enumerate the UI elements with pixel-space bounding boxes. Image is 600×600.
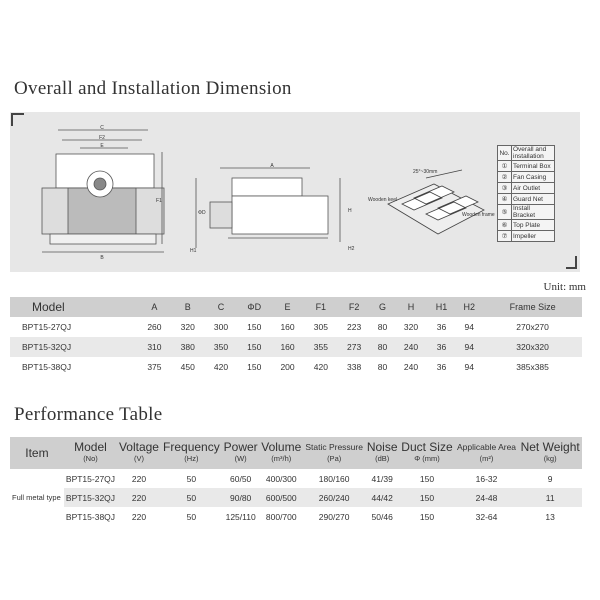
perf-cell: 44/42 (365, 488, 399, 507)
perf-header-cell (365, 437, 399, 469)
dim-cell: 300 (213, 322, 229, 332)
legend-label: Fan Casing (512, 172, 555, 183)
perf-header-cell (399, 437, 455, 469)
dim-cell: 240 (394, 337, 427, 357)
perf-table-row (10, 488, 582, 507)
perf-header-cell (455, 437, 519, 469)
perf-header-cell (518, 437, 582, 469)
perf-cell: 800/700 (265, 511, 297, 522)
perf-header-cell (161, 437, 222, 469)
dim-cell: BPT15-27QJ (22, 322, 72, 332)
perf-header-main: Volume (261, 440, 302, 454)
dimension-drawing (10, 112, 580, 272)
perf-header-unit: (m³/h) (271, 454, 292, 463)
perf-cell: 220 (117, 488, 161, 507)
perf-header-cell (64, 437, 117, 469)
perf-cell: 220 (131, 473, 147, 484)
perf-cell: 600/500 (259, 488, 303, 507)
dim-header-cell: F1 (304, 297, 337, 317)
dim-h1-label: H1 (190, 248, 197, 254)
perf-cell: 60/50 (230, 473, 252, 484)
legend-header-no: No. (498, 146, 512, 161)
dim-cell: 200 (280, 362, 295, 372)
perf-cell: 260/240 (303, 488, 365, 507)
dim-cell: 223 (347, 322, 362, 332)
perf-cell: 50 (186, 511, 197, 522)
dimension-table (10, 297, 582, 377)
dim-cell: 150 (247, 322, 262, 332)
dim-cell: 450 (180, 362, 195, 372)
legend-label: Impeller (512, 231, 555, 242)
perf-cell: 180/160 (318, 473, 350, 484)
dim-cell: 310 (138, 337, 171, 357)
perf-cell: 50 (161, 488, 222, 507)
dim-table-row (10, 357, 582, 377)
dim-cell: 150 (238, 337, 271, 357)
perf-table-row (10, 507, 582, 526)
dim-header-cell: H1 (428, 297, 456, 317)
legend-label: Guard Net (512, 194, 555, 205)
legend-label: Top Plate (512, 220, 555, 231)
perf-header-main: Net Weight (520, 440, 580, 454)
dim-h2-label: H2 (348, 246, 355, 252)
perf-cell: 32-64 (475, 511, 498, 522)
dimension-diagram (10, 112, 580, 272)
dim-table-row (10, 317, 582, 337)
dim-cell: 36 (436, 362, 447, 372)
perf-header-main: Applicable Area (456, 442, 517, 452)
legend-row (498, 231, 555, 242)
perf-header-unit: (W) (234, 454, 247, 463)
perf-cell: BPT15-38QJ (65, 511, 116, 522)
perf-cell: 150 (419, 473, 435, 484)
perf-header-unit: (dB) (375, 454, 390, 463)
dim-cell: 385x385 (516, 362, 549, 372)
legend-row (498, 205, 555, 220)
dim-cell: 80 (371, 337, 395, 357)
dim-cell: 160 (271, 337, 304, 357)
dim-header-cell: B (171, 297, 204, 317)
legend-row (498, 194, 555, 205)
perf-header-unit: Φ (mm) (414, 454, 440, 463)
legend-row (498, 183, 555, 194)
dim-header-cell: H (394, 297, 427, 317)
dim-header-cell: Frame Size (483, 297, 582, 317)
dim-header-cell: G (371, 297, 395, 317)
perf-cell: 220 (131, 511, 147, 522)
perf-cell: 9 (547, 473, 553, 484)
legend-label: Terminal Box (512, 161, 555, 172)
parts-legend (497, 145, 555, 242)
dim-cell: 36 (436, 322, 447, 332)
perf-header-unit: (No) (83, 454, 98, 463)
perf-type-cell: Full metal type (10, 469, 64, 526)
perf-header-main: Model (74, 440, 107, 454)
perf-cell: 90/80 (222, 488, 259, 507)
dim-a-label: A (270, 163, 274, 169)
perf-cell: 125/110 (225, 511, 256, 522)
dim-f2-label: F2 (99, 135, 105, 141)
perf-header-cell (259, 437, 303, 469)
legend-header-label: Overall and installation (512, 146, 555, 161)
perf-cell: 50 (186, 473, 197, 484)
section-title-performance: Performance Table (14, 404, 163, 425)
dim-cell: 338 (347, 362, 362, 372)
dim-h-label: H (348, 208, 352, 214)
dim-f1-label: F1 (156, 198, 162, 204)
dim-cell: 160 (280, 322, 295, 332)
perf-header-unit: (Hz) (184, 454, 199, 463)
perf-header-cell (10, 437, 64, 469)
dim-header-cell: ΦD (238, 297, 271, 317)
perf-header-unit: (kg) (543, 454, 557, 463)
dim-cell: 355 (304, 337, 337, 357)
dim-cell: 420 (213, 362, 229, 372)
perf-header-main: Duct Size (401, 440, 453, 454)
legend-no: ① (498, 161, 512, 172)
perf-cell: 13 (545, 511, 555, 522)
legend-no: ② (498, 172, 512, 183)
dim-header-cell: H2 (455, 297, 483, 317)
dim-header-cell: F2 (337, 297, 370, 317)
dim-b-label: B (100, 255, 104, 261)
perf-cell: 50/46 (371, 511, 393, 522)
perf-cell: BPT15-32QJ (64, 488, 117, 507)
dim-cell: 420 (313, 362, 328, 372)
dim-d-label: ΦD (198, 210, 206, 216)
dim-cell: 305 (313, 322, 328, 332)
legend-row (498, 161, 555, 172)
dim-header-cell: E (271, 297, 304, 317)
dim-cell: 375 (147, 362, 162, 372)
perf-header-unit: (V) (133, 454, 144, 463)
legend-no: ⑦ (498, 231, 512, 242)
wooden-frame-label: Wooden frame (462, 212, 495, 218)
dim-cell: 94 (464, 322, 475, 332)
performance-table (10, 437, 582, 526)
dim-cell: BPT15-32QJ (10, 337, 138, 357)
dim-cell: 260 (147, 322, 162, 332)
legend-label: Install Bracket (512, 205, 555, 220)
perf-cell: 150 (419, 511, 435, 522)
perf-cell: 24-48 (455, 488, 519, 507)
perf-cell: 11 (518, 488, 582, 507)
perf-header-cell (303, 437, 365, 469)
dim-e-label: E (100, 143, 104, 149)
perf-header-main: Power (223, 440, 258, 454)
dim-cell: 94 (455, 337, 483, 357)
perf-cell: 290/270 (318, 511, 350, 522)
legend-label: Air Outlet (512, 183, 555, 194)
legend-no: ③ (498, 183, 512, 194)
dim-cell: 270x270 (516, 322, 549, 332)
dim-c-label: C (100, 125, 104, 131)
legend-no: ⑤ (498, 205, 512, 220)
perf-header-main: Voltage (118, 440, 159, 454)
legend-no: ⑥ (498, 220, 512, 231)
perf-cell: 400/300 (265, 473, 297, 484)
section-title-dimension: Overall and Installation Dimension (14, 78, 292, 99)
perf-header-main: Frequency (163, 440, 220, 454)
side-view (196, 168, 340, 248)
dim-cell: 94 (464, 362, 475, 372)
perf-header-cell (117, 437, 161, 469)
wooden-keel-label: Wooden keel (368, 197, 398, 203)
dim-cell: 320 (180, 322, 195, 332)
dim-cell: 380 (171, 337, 204, 357)
perf-header-unit: (m²) (479, 454, 494, 463)
dim-header-cell: Model (10, 297, 138, 317)
perf-header-cell (222, 437, 259, 469)
perf-cell: BPT15-27QJ (65, 473, 116, 484)
dim-cell: 80 (377, 322, 388, 332)
legend-row (498, 172, 555, 183)
perf-cell: 150 (399, 488, 455, 507)
dim-cell: 150 (247, 362, 262, 372)
dim-header-cell: C (204, 297, 237, 317)
perf-header-main: Static Pressure (305, 442, 363, 452)
dim-cell: 273 (337, 337, 370, 357)
dim-cell: BPT15-38QJ (22, 362, 72, 372)
legend-row (498, 220, 555, 231)
perf-header-main: Item (25, 446, 49, 460)
perf-header-unit: (Pa) (327, 454, 342, 463)
installation-view (388, 170, 484, 234)
perf-header-main: Noise (366, 440, 398, 454)
dim-cell: 320x320 (483, 337, 582, 357)
perf-table-row (10, 469, 582, 488)
dim-cell: 80 (377, 362, 388, 372)
dim-cell: 350 (204, 337, 237, 357)
dim-header-cell: A (138, 297, 171, 317)
legend-no: ④ (498, 194, 512, 205)
dim-cell: 240 (403, 362, 419, 372)
dim-table-row (10, 337, 582, 357)
dim-cell: 320 (403, 322, 419, 332)
angle-label: 25°~30mm (413, 169, 438, 175)
unit-label: Unit: mm (543, 281, 586, 293)
perf-cell: 16-32 (475, 473, 498, 484)
dim-cell: 36 (428, 337, 456, 357)
perf-cell: 41/39 (371, 473, 393, 484)
